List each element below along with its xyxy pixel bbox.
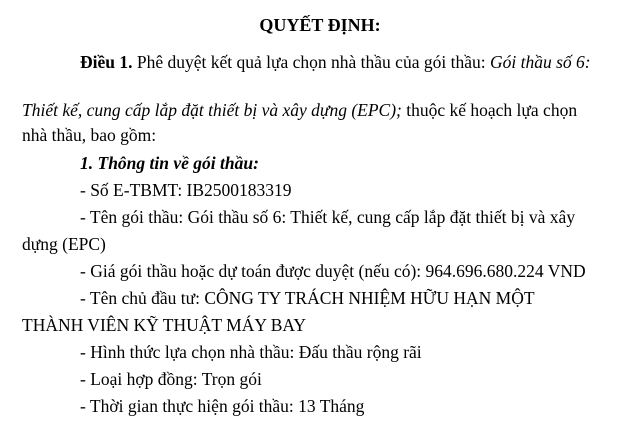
article-1-line-2	[22, 102, 577, 120]
decision-title: QUYẾT ĐỊNH:	[259, 15, 381, 35]
article-1-text-after: thuộc kế hoạch lựa chọn	[401, 100, 578, 120]
package-name-part2: Thiết kế, cung cấp lắp đặt thiết bị và xây dựng (EPC);	[22, 100, 402, 120]
item-investor-cont: THÀNH VIÊN KỸ THUẬT MÁY BAY	[22, 315, 307, 335]
article-1-label: Điều 1.	[80, 52, 133, 72]
article-1-text: Phê duyệt kết quả lựa chọn nhà thầu của gói thầu:	[132, 52, 490, 72]
section-1-heading: 1. Thông tin về gói thầu:	[80, 153, 259, 173]
item-package-name: - Tên gói thầu: Gói thầu số 6: Thiết kế, cung cấp lắp đặt thiết bị và xây	[80, 207, 576, 227]
item-selection-method: - Hình thức lựa chọn nhà thầu: Đấu thầu rộng rãi	[80, 342, 422, 362]
item-package-price: - Giá gói thầu hoặc dự toán được duyệt (nếu có): 964.696.680.224 VND	[80, 261, 586, 281]
article-1-line-3: nhà thầu, bao gồm:	[22, 125, 157, 145]
article-1-line-1	[80, 54, 591, 72]
item-investor: - Tên chủ đầu tư: CÔNG TY TRÁCH NHIỆM HỮU HẠN MỘT	[80, 288, 535, 308]
item-contract-type: - Loại hợp đồng: Trọn gói	[80, 369, 262, 389]
item-duration: - Thời gian thực hiện gói thầu: 13 Tháng	[80, 396, 365, 416]
package-name-part1: Gói thầu số 6:	[489, 52, 591, 72]
item-package-name-cont: dựng (EPC)	[22, 234, 106, 254]
item-etbmt: - Số E-TBMT: IB2500183319	[80, 180, 292, 200]
